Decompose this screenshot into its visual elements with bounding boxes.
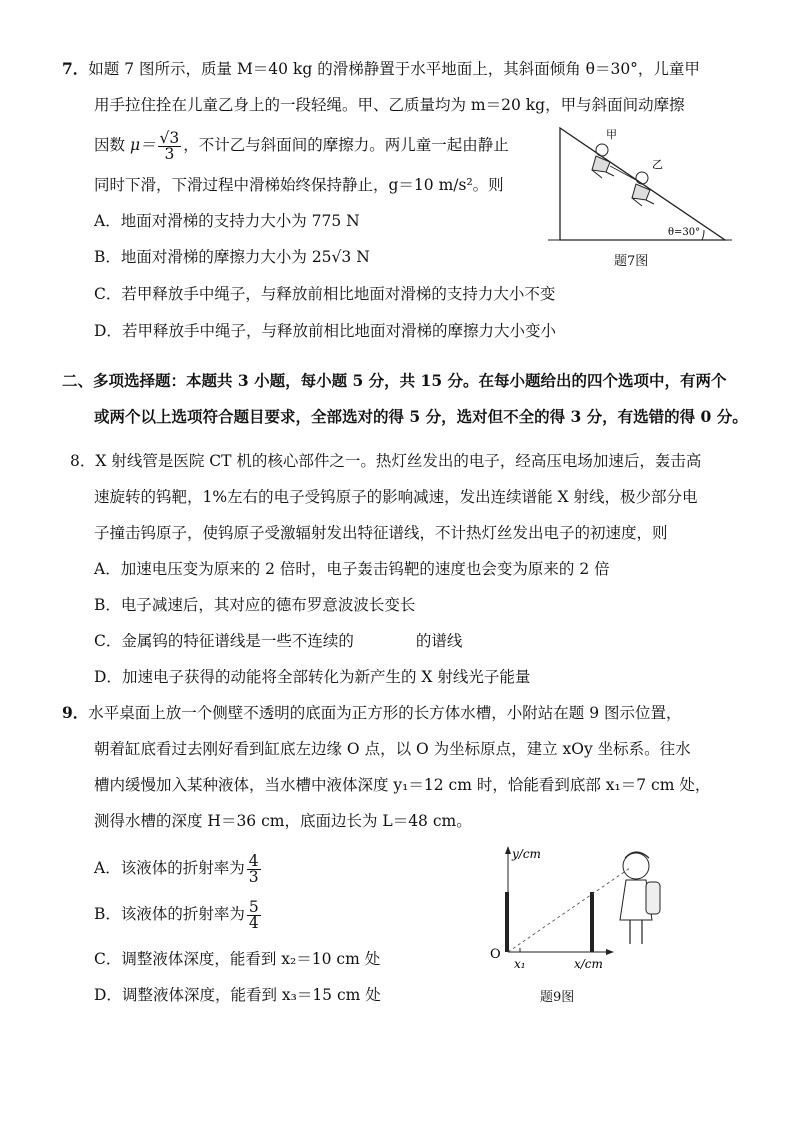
mu-symbol: μ＝ bbox=[129, 136, 156, 154]
q9-option-a bbox=[94, 852, 263, 885]
q7-line-3 bbox=[94, 130, 509, 162]
denominator: 4 bbox=[248, 913, 259, 932]
q8-line-3: 子撞击钨原子，使钨原子受激辐射发出特征谱线，不计热灯丝发出电子的初速度，则 bbox=[94, 524, 668, 542]
option-text: 若甲释放手中绳子，与释放前相比地面对滑梯的摩擦力大小变小 bbox=[121, 322, 556, 340]
option-label: C． bbox=[94, 632, 122, 650]
y-axis-label: y/cm bbox=[512, 847, 541, 861]
figure-7-slide bbox=[540, 120, 740, 270]
q9-line-1 bbox=[62, 702, 682, 724]
y-axis-arrow-icon bbox=[505, 846, 511, 854]
x-axis-label: x/cm bbox=[574, 957, 603, 971]
option-label: A． bbox=[94, 859, 121, 877]
q7-option-c bbox=[94, 283, 555, 305]
option-text: 调整液体深度，能看到 x₃＝15 cm 处 bbox=[121, 986, 381, 1004]
q7-line-4: 同时下滑，下滑过程中滑梯始终保持静止，g＝10 m/s²。则 bbox=[94, 176, 504, 194]
figure-9-caption: 题9图 bbox=[540, 990, 575, 1005]
option-label: A． bbox=[94, 560, 121, 578]
rope bbox=[610, 166, 636, 180]
option-text: 加速电压变为原来的 2 倍时，电子轰击钨靶的速度也会变为原来的 2 倍 bbox=[120, 560, 610, 578]
option-text: 该液体的折射率为 bbox=[120, 905, 245, 923]
q8-option-a bbox=[94, 558, 610, 580]
x-axis-arrow-icon bbox=[606, 949, 614, 955]
option-text: 地面对滑梯的支持力大小为 775 N bbox=[120, 212, 360, 230]
tank-right-wall bbox=[590, 892, 594, 952]
sight-line bbox=[508, 868, 630, 952]
numerator: 5 bbox=[248, 897, 259, 916]
q9-option-c bbox=[94, 948, 380, 970]
option-label: A． bbox=[94, 212, 121, 230]
q8-number: 8． bbox=[70, 452, 96, 470]
q8-option-c bbox=[94, 630, 462, 652]
option-text: 地面对滑梯的摩擦力大小为 25√3 N bbox=[120, 248, 370, 266]
label-yi: 乙 bbox=[652, 158, 663, 171]
option-label: D． bbox=[94, 986, 122, 1004]
q9-line-4: 测得水槽的深度 H＝36 cm，底面边长为 L＝48 cm。 bbox=[94, 812, 472, 830]
x1-label: x₁ bbox=[514, 957, 526, 971]
q7-number: 7． bbox=[62, 59, 89, 78]
q8-option-d bbox=[94, 666, 530, 688]
q9-line-2: 朝着缸底看过去刚好看到缸底左边缘 O 点，以 O 为坐标原点，建立 xOy 坐标系。往水 bbox=[94, 740, 691, 758]
q8-line-2: 速旋转的钨靶，1%左右的电子受钨原子的影响减速，发出连续谱能 X 射线，极少部分电 bbox=[94, 488, 698, 506]
q8-option-b bbox=[94, 594, 415, 616]
q7-option-d bbox=[94, 320, 556, 342]
option-text-after: 的谱线 bbox=[415, 632, 463, 650]
origin-label: O bbox=[490, 947, 501, 962]
option-label: B． bbox=[94, 905, 121, 923]
angle-arc bbox=[702, 230, 704, 240]
q9-line-3: 槽内缓慢加入某种液体，当水槽中液体深度 y₁＝12 cm 时，恰能看到底部 x₁＝7 cm 处， bbox=[94, 776, 711, 794]
q9-option-d bbox=[94, 984, 381, 1006]
denominator: 3 bbox=[248, 867, 259, 886]
fraction bbox=[247, 897, 261, 932]
q8-line-1 bbox=[70, 450, 701, 472]
option-label: C． bbox=[94, 950, 122, 968]
option-label: D． bbox=[94, 668, 122, 686]
option-text: 调整液体深度，能看到 x₂＝10 cm 处 bbox=[121, 950, 381, 968]
child-jia-icon bbox=[592, 144, 614, 178]
mu-fraction bbox=[158, 128, 182, 163]
q7-text-3b: ，不计乙与斜面间的摩擦力。两儿童一起由静止 bbox=[183, 136, 509, 154]
option-text: 电子减速后，其对应的德布罗意波波长变长 bbox=[120, 596, 416, 614]
mu-denominator: 3 bbox=[164, 144, 175, 163]
option-label: B． bbox=[94, 248, 121, 266]
numerator: 4 bbox=[248, 851, 259, 870]
option-text: 加速电子获得的动能将全部转化为新产生的 X 射线光子能量 bbox=[121, 668, 531, 686]
option-text: 若甲释放手中绳子，与释放前相比地面对滑梯的支持力大小不变 bbox=[121, 285, 556, 303]
q8-text-1: X 射线管是医院 CT 机的核心部件之一。热灯丝发出的电子，经高压电场加速后，轰击高 bbox=[95, 452, 702, 470]
figure-7-caption: 题7图 bbox=[614, 254, 649, 269]
figure-9-tank bbox=[480, 840, 690, 980]
q9-text-1: 水平桌面上放一个侧壁不透明的底面为正方形的长方体水槽，小附站在题 9 图示位置， bbox=[88, 704, 682, 722]
q7-line-1 bbox=[62, 58, 700, 80]
option-label: B． bbox=[94, 596, 121, 614]
q7-option-b bbox=[94, 246, 370, 268]
label-jia: 甲 bbox=[606, 128, 617, 141]
q9-number: 9． bbox=[62, 703, 89, 722]
fraction bbox=[247, 851, 261, 886]
q7-text-1: 如题 7 图所示，质量 M＝40 kg 的滑梯静置于水平地面上，其斜面倾角 θ＝30°，儿童甲 bbox=[88, 60, 700, 78]
tank-left-wall bbox=[505, 892, 509, 952]
mu-numerator: √3 bbox=[159, 128, 180, 147]
q7-text-3a: 因数 bbox=[94, 136, 126, 154]
section-2-heading-line-1: 二、多项选择题：本题共 3 小题，每小题 5 分，共 15 分。在每小题给出的四个选项中，有两个 bbox=[62, 371, 727, 390]
option-label: C． bbox=[94, 285, 122, 303]
angle-label: θ=30° bbox=[668, 227, 701, 238]
option-text: 金属钨的特征谱线是一些不连续的 bbox=[121, 632, 354, 650]
child-observer-icon bbox=[620, 852, 660, 944]
q9-option-b bbox=[94, 898, 263, 931]
q7-option-a bbox=[94, 210, 360, 232]
option-label: D． bbox=[94, 322, 122, 340]
q7-line-2: 用手拉住拴在儿童乙身上的一段轻绳。甲、乙质量均为 m＝20 kg，甲与斜面间动摩擦 bbox=[94, 96, 685, 114]
option-text: 该液体的折射率为 bbox=[120, 859, 245, 877]
section-2-heading-line-2: 或两个以上选项符合题目要求，全部选对的得 5 分，选对但不全的得 3 分，有选错的得 0 分。 bbox=[94, 407, 748, 426]
